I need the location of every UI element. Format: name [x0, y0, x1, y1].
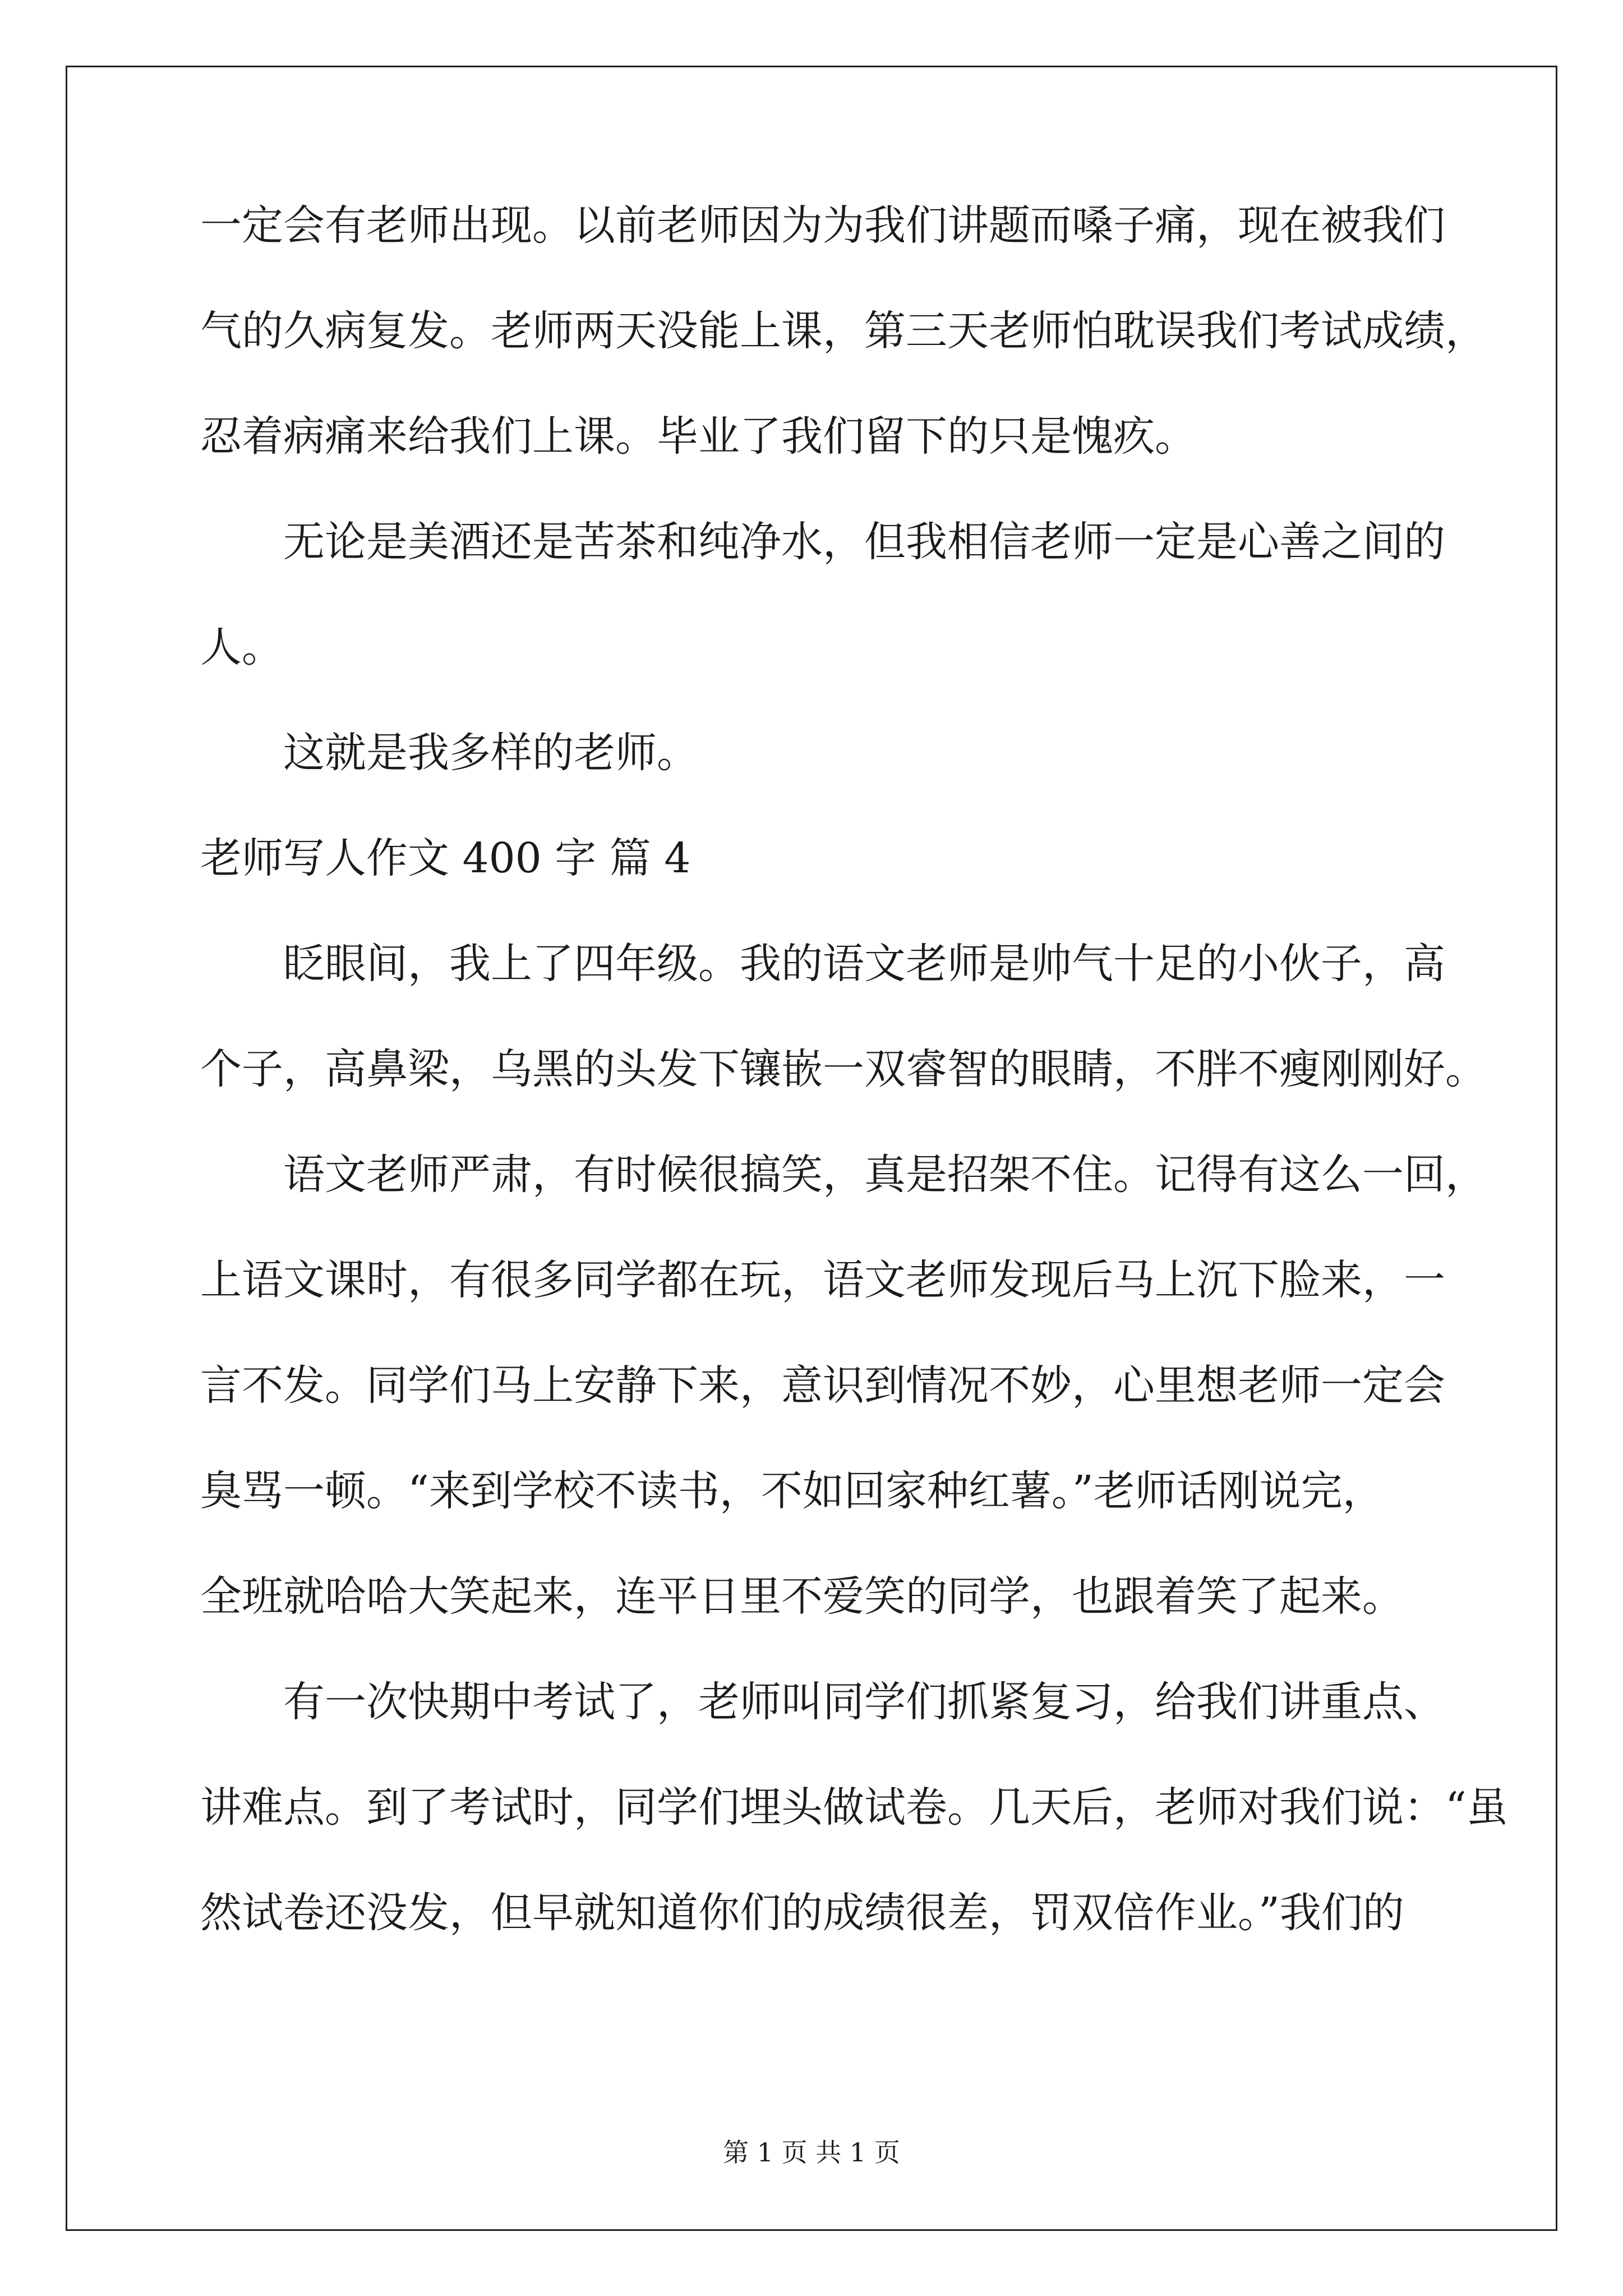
- paragraph-first-line: 这就是我多样的老师。: [283, 729, 698, 777]
- paragraph-first-line: 有一次快期中考试了，老师叫同学们抓紧复习，给我们讲重点、: [283, 1678, 1445, 1726]
- text-line: 讲难点。到了考试时，同学们埋头做试卷。几天后，老师对我们说：“虽: [200, 1783, 1508, 1832]
- text-line: 个子，高鼻梁，乌黑的头发下镶嵌一双睿智的眼睛，不胖不瘦刚刚好。: [200, 1045, 1487, 1093]
- page-number-footer: 第 1 页 共 1 页: [723, 2137, 900, 2168]
- section-heading: 老师写人作文 400 字 篇 4: [200, 834, 691, 882]
- text-line: 言不发。同学们马上安静下来，意识到情况不妙，心里想老师一定会: [200, 1361, 1445, 1410]
- text-line: 臭骂一顿。“来到学校不读书，不如回家种红薯。”老师话刚说完，: [200, 1467, 1384, 1515]
- paragraph-first-line: 眨眼间，我上了四年级。我的语文老师是帅气十足的小伙子，高: [283, 940, 1445, 988]
- text-line: 全班就哈哈大笑起来，连平日里不爱笑的同学，也跟着笑了起来。: [200, 1572, 1404, 1621]
- paragraph-first-line: 无论是美酒还是苦茶和纯净水，但我相信老师一定是心善之间的: [283, 518, 1445, 566]
- text-line: 然试卷还没发，但早就知道你们的成绩很差，罚双倍作业。”我们的: [200, 1889, 1404, 1937]
- text-line: 人。: [200, 623, 283, 671]
- text-line: 忍着病痛来给我们上课。毕业了我们留下的只是愧疚。: [200, 412, 1196, 461]
- text-line: 一定会有老师出现。以前老师因为为我们讲题而嗓子痛，现在被我们: [200, 201, 1445, 250]
- text-line: 上语文课时，有很多同学都在玩，语文老师发现后马上沉下脸来，一: [200, 1256, 1445, 1304]
- paragraph-first-line: 语文老师严肃，有时候很搞笑，真是招架不住。记得有这么一回，: [283, 1151, 1487, 1199]
- text-line: 气的久病复发。老师两天没能上课，第三天老师怕耽误我们考试成绩，: [200, 307, 1487, 355]
